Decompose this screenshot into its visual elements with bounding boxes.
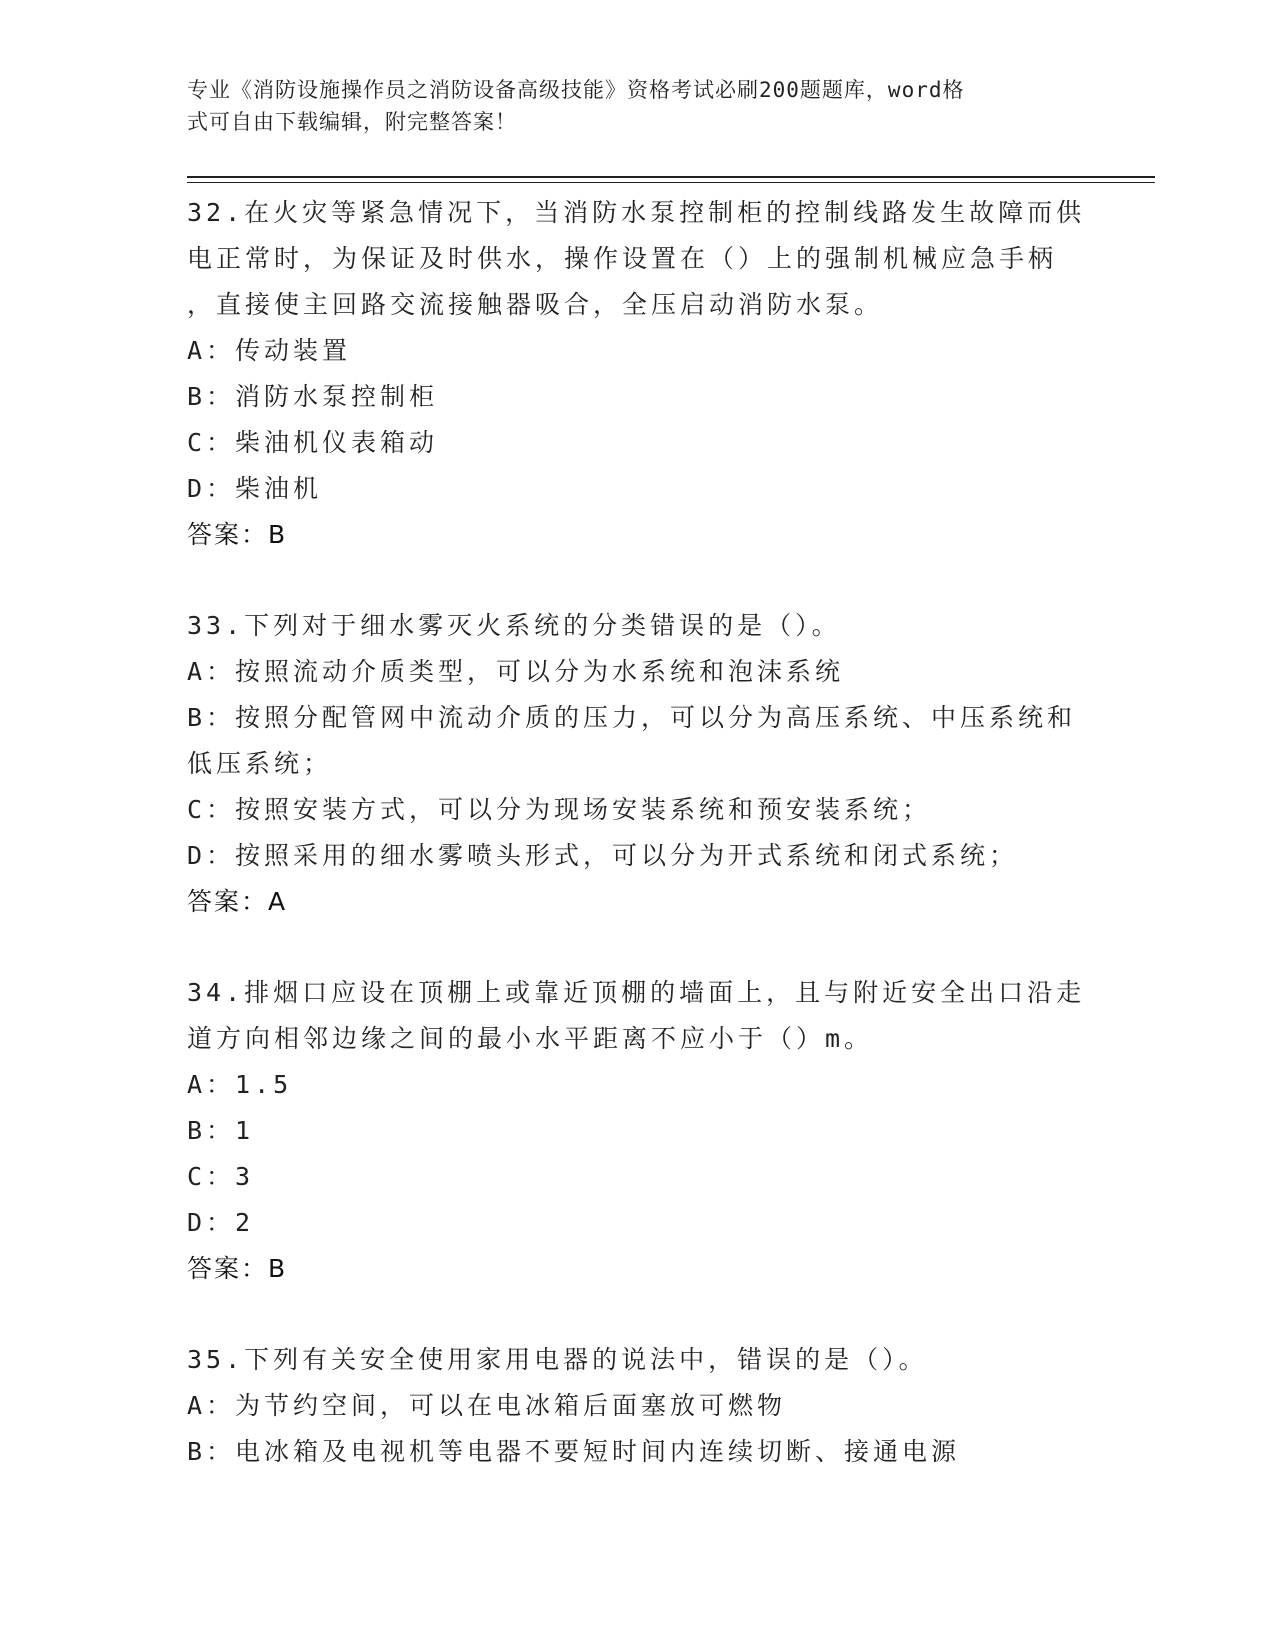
answer-label: 答案：B (187, 1254, 288, 1283)
option-a: A：1.5 (187, 1070, 293, 1099)
option-b: B：电冰箱及电视机等电器不要短时间内连续切断、接通电源 (187, 1437, 961, 1466)
option-b-continued: 低压系统； (187, 749, 333, 778)
option-d: D：柴油机 (187, 474, 323, 503)
question-stem-line: 34.排烟口应设在顶棚上或靠近顶棚的墙面上，且与附近安全出口沿走 (187, 978, 1086, 1007)
question-stem-line: ，直接使主回路交流接触器吸合，全压启动消防水泵。 (187, 290, 884, 319)
question-stem-line: 32.在火灾等紧急情况下，当消防水泵控制柜的控制线路发生故障而供 (187, 198, 1086, 227)
option-a: A：传动装置 (187, 336, 352, 365)
option-d: D：按照采用的细水雾喷头形式，可以分为开式系统和闭式系统； (187, 841, 1019, 870)
question-35 (187, 1337, 1087, 1475)
question-stem-line: 道方向相邻边缘之间的最小水平距离不应小于（）m。 (187, 1024, 874, 1053)
answer-label: 答案：B (187, 520, 288, 549)
option-b: B：按照分配管网中流动介质的压力，可以分为高压系统、中压系统和 (187, 703, 1077, 732)
question-32 (187, 190, 1087, 558)
option-c: C：柴油机仪表箱动 (187, 428, 439, 457)
header-divider-thin (187, 182, 1155, 183)
header-title-line-2: 式可自由下载编辑，附完整答案！ (187, 110, 517, 134)
option-a: A：为节约空间，可以在电冰箱后面塞放可燃物 (187, 1391, 787, 1420)
option-a: A：按照流动介质类型，可以分为水系统和泡沫系统 (187, 657, 845, 686)
option-c: C：3 (187, 1162, 255, 1191)
question-34 (187, 970, 1087, 1292)
option-d: D：2 (187, 1208, 255, 1237)
header-title-line-1: 专业《消防设施操作员之消防设备高级技能》资格考试必刷200题题库，word格 (187, 78, 965, 102)
option-c: C：按照安装方式，可以分为现场安装系统和预安装系统； (187, 795, 932, 824)
option-b: B：1 (187, 1116, 255, 1145)
question-stem-line: 33.下列对于细水雾灭火系统的分类错误的是（）。 (187, 611, 841, 640)
document-header (187, 74, 1067, 138)
option-b: B：消防水泵控制柜 (187, 382, 439, 411)
answer-label: 答案：A (187, 887, 288, 916)
question-stem-line: 电正常时，为保证及时供水，操作设置在（）上的强制机械应急手柄 (187, 244, 1058, 273)
question-stem-line: 35.下列有关安全使用家用电器的说法中，错误的是（）。 (187, 1345, 928, 1374)
question-33 (187, 603, 1087, 925)
header-divider-thick (187, 176, 1155, 178)
question-list (187, 190, 1087, 1520)
